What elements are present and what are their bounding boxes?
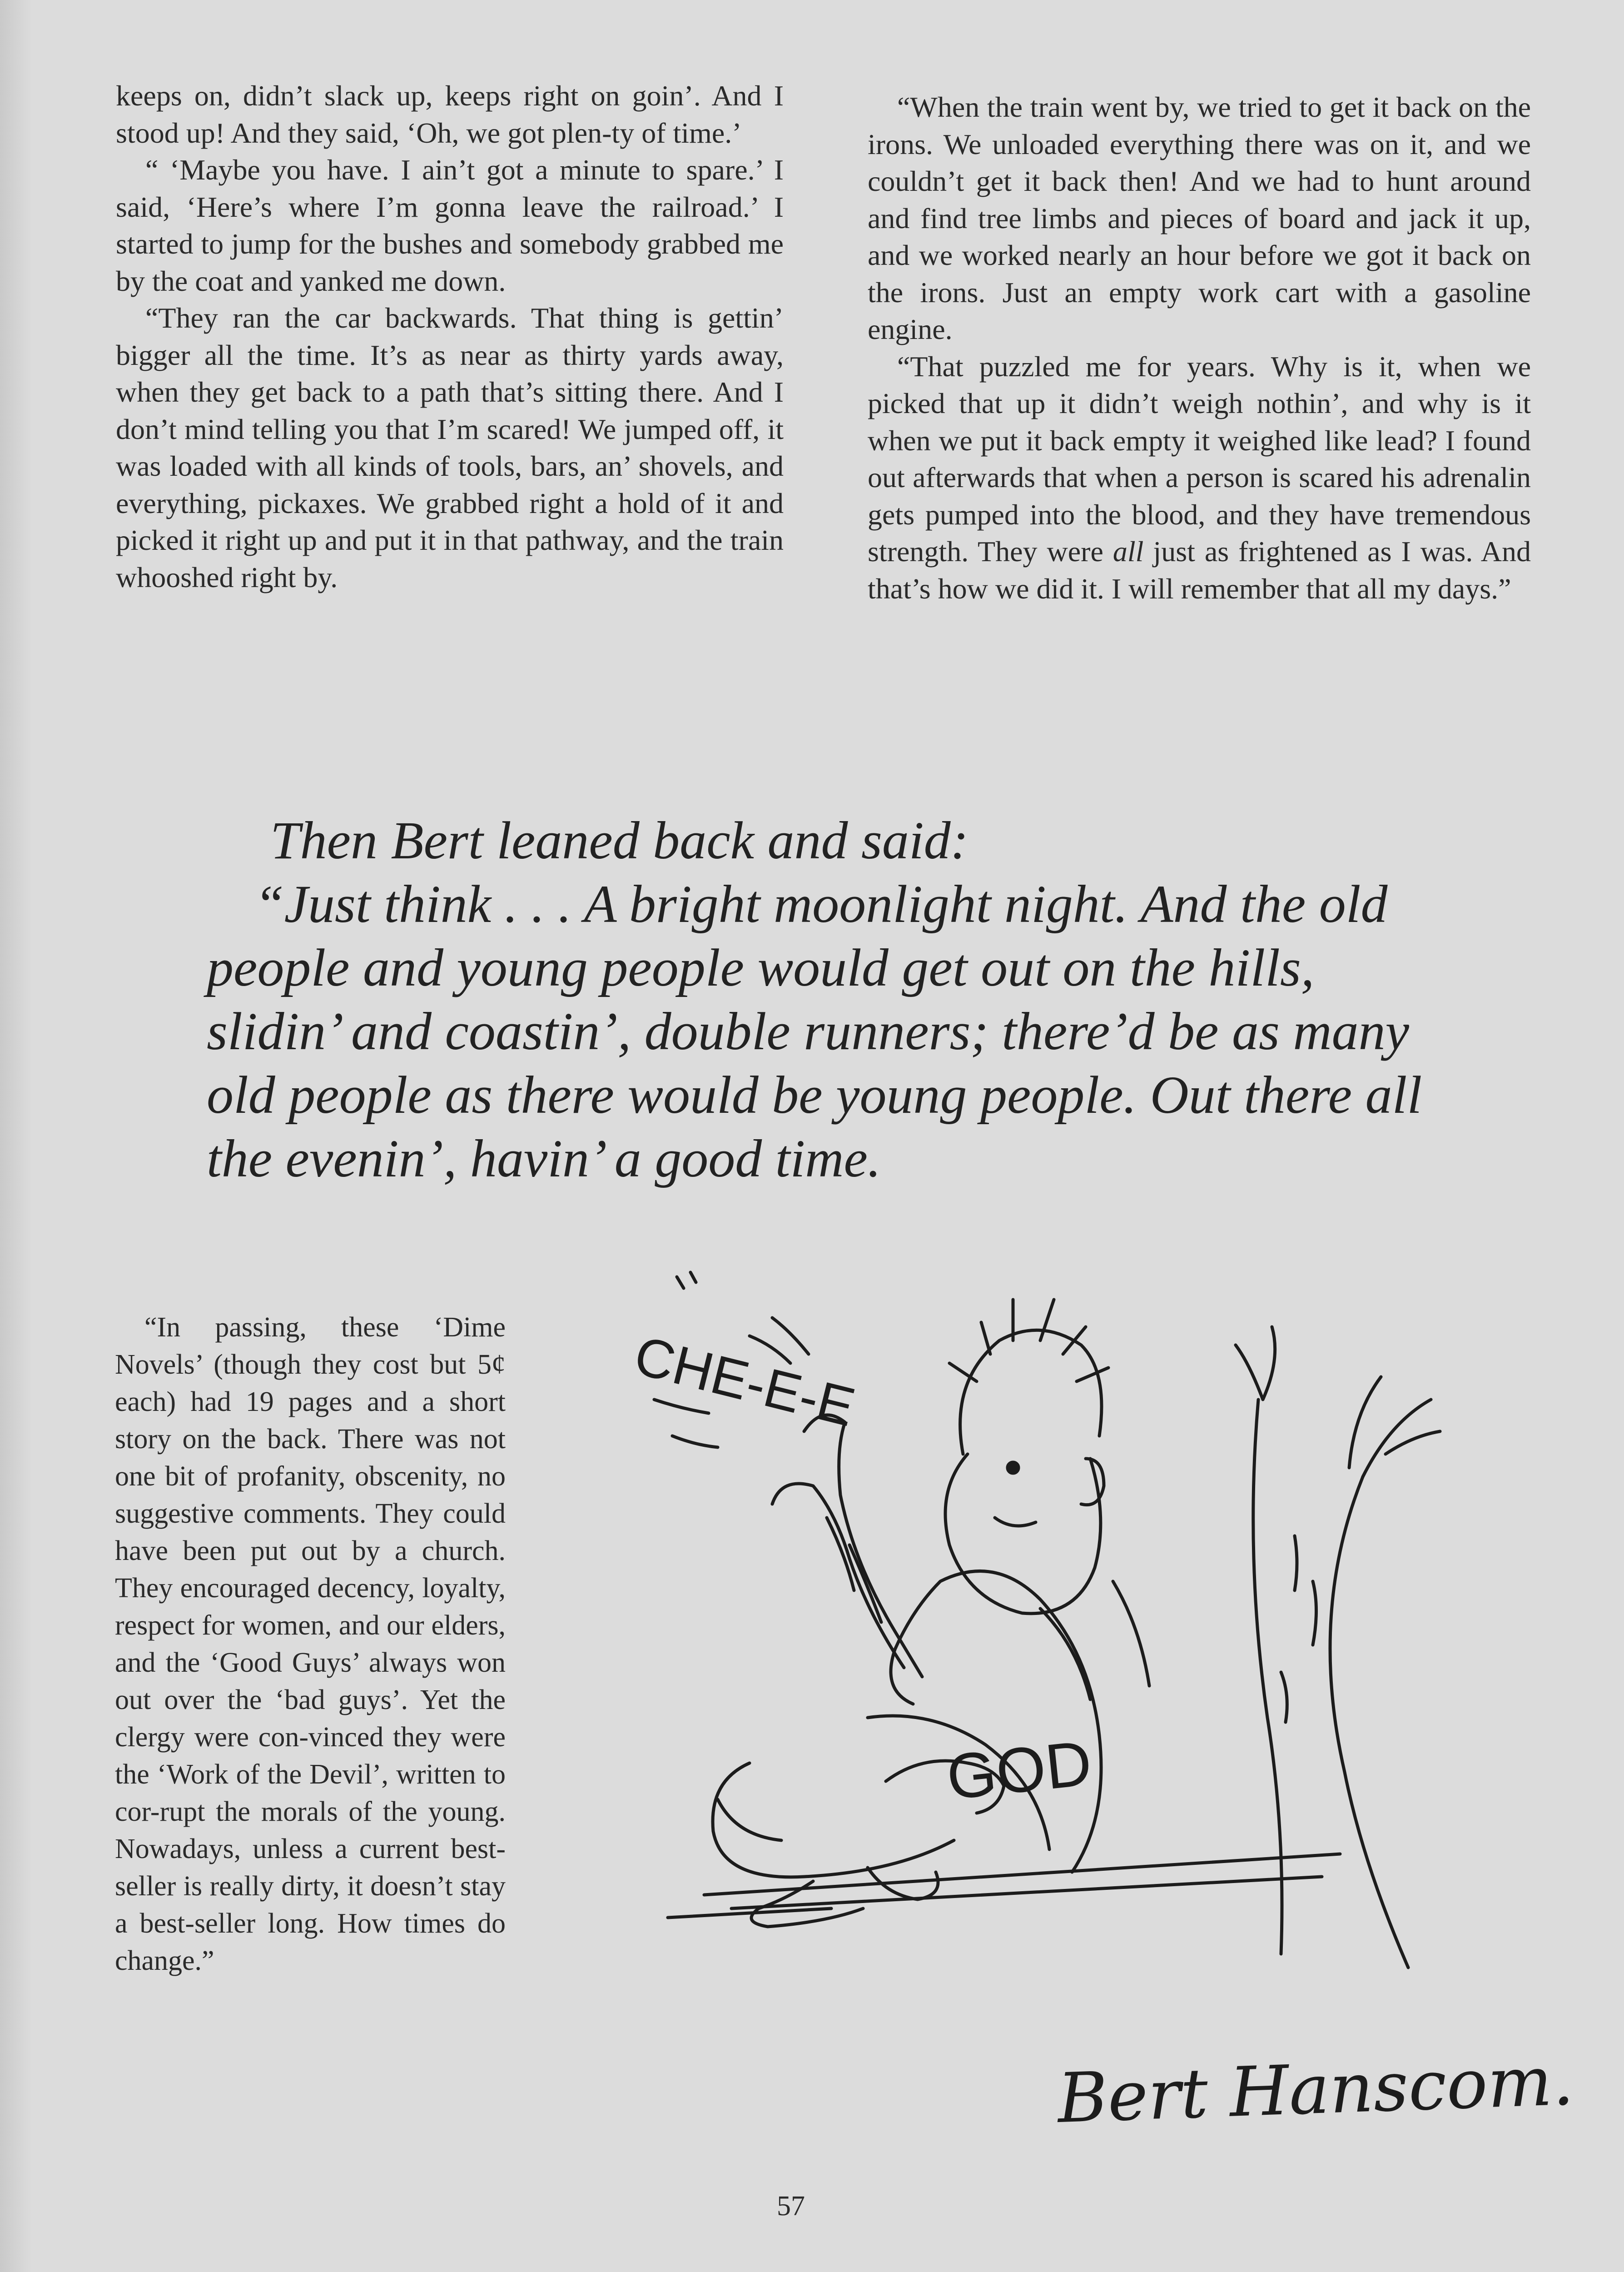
lap-text: GOD	[943, 1727, 1095, 1813]
arm-and-torso	[891, 1571, 1101, 1873]
emphasis: all	[1112, 535, 1144, 568]
pull-quote-text: “Just think . . . A bright moonlight night. And the old people and young people would get out on the hills, slidin’ and coastin’, double runners; there’d be as many old people as there would be young people. Out there all the evenin’, havin’ a good time.	[207, 874, 1422, 1188]
hair	[960, 1330, 1102, 1454]
pull-quote-body	[207, 872, 1456, 1191]
paragraph: keeps on, didn’t slack up, keeps right on goin’. And I stood up! And they said, ‘Oh, we got plen-ty of time.’	[116, 80, 784, 149]
right-text-column	[868, 89, 1531, 607]
eye	[1008, 1462, 1018, 1473]
rolled-book	[804, 1415, 922, 1677]
tree-branches	[1236, 1327, 1440, 1477]
page-binding-shadow	[0, 0, 32, 2272]
paragraph-text: just as frightened as I was. And that’s how we did it. I will remember that all my days.”	[868, 535, 1531, 605]
paragraph: “ ‘Maybe you have. I ain’t got a minute to spare.’ I said, ‘Here’s where I’m gonna leave the railroad.’ I started to jump for the bushes and somebody grabbed me by the coat and yanked me down.	[116, 154, 784, 297]
head-outline	[945, 1454, 1101, 1614]
paragraph: “When the train went by, we tried to get it back on the irons. We unloaded everything there was on it, and we couldn’t get it back then! And we had to hunt around and find tree limbs and pieces of board and jack it up, and we worked nearly an hour before we got it back on the irons. Just an empty work cart with a gasoline engine.	[868, 91, 1531, 345]
book-page	[772, 1484, 904, 1668]
sidebar-text: “In passing, these ‘Dime Novels’ (though they cost but 5¢ each) had 19 pages and a short story on the back. There was not one bit of profanity, obscenity, no suggestive comments. They could have been put out by a church. They encouraged decency, loyalty, respect for women, and our elders, and the ‘Good Guys’ always won out over the ‘bad guys’. Yet the clergy were con-vinced they were the ‘Work of the Devil’, written to cor-rupt the morals of the young. Nowadays, unless a current best-seller is really dirty, it doesn’t stay a best-seller long. How times do change.”	[115, 1312, 506, 1976]
paragraph-text: “That puzzled me for years. Why is it, when we picked that up it didn’t weigh nothin’, and why is it when we put it back empty it weighed like lead? I found out afterwards that when a person is scared his adrenalin gets pumped into the blood, and they have tremendous strength. They were	[868, 350, 1531, 568]
sound-text: CHE-E-E	[628, 1325, 861, 1438]
sidebar-column	[115, 1309, 506, 1979]
motion-lines	[654, 1400, 718, 1447]
paragraph	[868, 348, 1531, 608]
artist-signature: Bert Hanscom.	[1056, 2041, 1575, 2138]
paragraph: “They ran the car backwards. That thing is gettin’ bigger all the time. It’s as near as thirty yards away, when they get back to a path that’s sitting there. And I don’t mind telling you that I’m scared! We jumped off, it was loaded with all kinds of tools, bars, an’ shovels, and everything, pickaxes. We grabbed right a hold of it and picked it right up and put it in that pathway, and the train whooshed right by.	[116, 302, 784, 593]
mouth	[995, 1518, 1036, 1526]
motion-lines	[677, 1272, 696, 1288]
tree-trunk	[1253, 1400, 1408, 1968]
pull-quote-intro: Then Bert leaned back and said:	[270, 811, 968, 870]
left-text-column	[116, 77, 784, 596]
bark-lines	[1281, 1536, 1316, 1722]
shirt-folds	[1040, 1581, 1149, 1699]
pull-quote	[207, 809, 1456, 1191]
boy-reading-sketch	[613, 1263, 1575, 2163]
ground-lines	[668, 1854, 1340, 1918]
page-number: 57	[777, 2191, 805, 2222]
